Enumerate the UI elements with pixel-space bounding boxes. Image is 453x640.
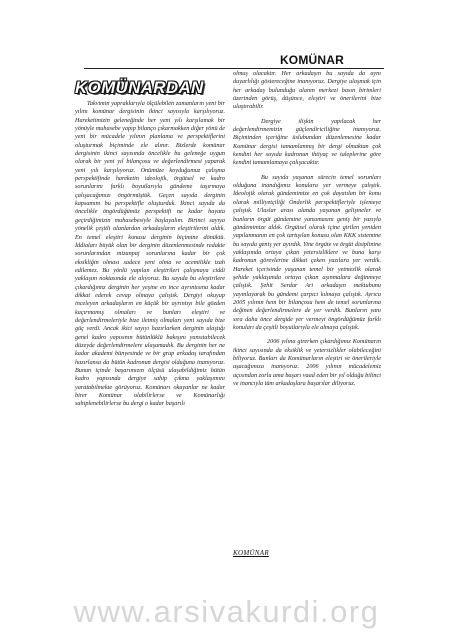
article-signature: KOMÜNAR bbox=[233, 549, 269, 557]
article-column-left bbox=[75, 100, 225, 415]
page-header-title: KOMÜNAR bbox=[279, 53, 344, 67]
article-masthead: KOMÜNARDAN bbox=[75, 78, 204, 97]
article-paragraph: Bu sayıda yaşanan sürecin temel sorunları olduğuna inandığımız konulara yer vermeye çalıştık. İdeolojik olarak gündemimize en çok dayatılan bir konu olarak milliyetçiliği Önderlik perspektifleriyle işlemeye çalıştık. Uluslar arası alanda yaşanan gelişmeler ve bunların örgüt gündemine yansımasını geniş bir yazıyla gündemimize aldık. Örgütsel olarak içine girilen yeniden yapılanmanın en çok tartışılan konusu olan KKK sistemine bu sayıda geniş yer ayırdık. Yine örgüte ve örgüt disiplinine yaklaşımda ortaya çıkan yetersizliklere ve buna karşı kadronun görevlerine dikkat çeken yazılara yer verdik. Hareket içerisinde yaşanan temel bir yetmezlik olarak şehide yaklaşımda ortaya çıkan aşınmalara değinmeye çalıştık. Şehit Serdar Ari arkadaşın mektubunu yayınlayarak bu gündemi çarpıcı kılmaya çalıştık. Ayrıca 2005 yılının hem bir bilançosu hem de temel sorunlarına değinen değerlendirmelere de yer verdik. Bunların yanı sıra daha önce dergide yer vermeyi öngördüğümüz farklı konuları da çeşitli boyutlarıyla ele almaya çalıştık. bbox=[233, 173, 381, 331]
article-column-right bbox=[233, 70, 381, 394]
article-paragraph: Dergiye ilişkin yapılacak her değerlendirmemizin güçlendiriciliğine inanıyoruz. Biçiminden içeriğine üslubundan düzenlemesine kadar Komünar dergisi tamamlanmış bir dergi olmaktan çok kendini her sayıda kadronun ihtiyaç ve taleplerine göre kendini tamamlamaya çalışacaktır. bbox=[233, 117, 381, 167]
article-paragraph: 2006 yılına girerken çıkardığımız Komünarın ikinci sayısında da eksiklik ve yetersizlikler olabileceğini biliyoruz. Bunları da Komünarların eleştiri ve önerileriyle aşacağımıza inanıyoruz. 2006 yılının mücadelemiz açısından zorlu ama başarı vaad eden bir yıl olduğu bilinci ve inancıyla tüm arkadaşlara başarılar diliyoruz. bbox=[233, 338, 381, 388]
watermark-text: www.arsivakurdi.org bbox=[73, 594, 380, 629]
page-header bbox=[84, 50, 384, 69]
article-paragraph: Takvimin yapraklarıyla ölçülebilen zamanların yeni bir yılını komünar dergisinin ikinci sayısıyla karşılıyoruz. Hareketimizin geleneğinde her yeni yılı karşılamak bir yönüyle muhasebe yapıp bilanço çıkarmakken diğer yönü de yeni bir mücadele yılının planlama ve perspektiflerini oluşturmak biçiminde ele alınır. Bizlerde komünar dergisinin ikinci sayısında öncelikle bu geleneğe uygun olarak bir yeni yıl bilançosu ve değerlendirmesi yaparak yeni yılı karşılıyoruz. Önümüze koyduğumuz çalışma perspektifinde hareketin ideolojik, örgütsel ve kadro sorunlarını farklı boyutlarıyla gündeme taşırmaya çalışacağımızı öngörmüştük. Geçen sayıda derginin kapsamını bu perspektifle oluşturduk. İkinci sayıda da öncelikle öngördüğümüz perspektifi ne kadar hayata geçirdiğimizin muhasebesiyle başlayalım. Birinci sayıya yönelik çeşitli alanlardan arkadaşların eleştirilerini aldık. En temel eleştiri konusu derginin biçimine dönüktü. İddiaları büyük olan bir derginin düzenlenmesinde redakte sorunlarından mizanpaj sorunlarına kadar bir çok eksikliğin olması sadece yeni olma ve acemilikle izah edilemez. Bu yönlü yapılan eleştirileri çalışmaya ciddi yaklaşım noktasında ele alıyoruz. Bu sayıda bu eleştirilere çıkardığımız derginin her yeşine en ince ayrıntısına kadar dikkat ederek cevap olmaya çalıştık. Dergiyi okuyup inceleyen arkadaşların en küçük bir ayrıntıyı bile gözden kaçırmamış olmaları ve bunları eleştiri ve değerlendirmeleriyle bize iletmiş olmaları yeni sayıda bize güç verdi. Ancak ikici sayıyı hazırlarken derginin ulaştığı genel kadro yapısının bütünlüklü bakışını yansıtabilecek düzeyde değerlendirmelere ulaşamadık. Bu derginin her ne kadar akademi bünyesinde ve bir grup arkadaş tarafından hazırlansa da bütün kadronun dergisi olduğuna inanıyoruz. Bunun içinde başarımızın ölçüsü ulaşabildiğimiz bütün kadro yapısında dergiye sahip çıkma yaklaşımını yaratabilmekte görüyoruz. Komünarı okuyanlar ne kadar birer Komünar olabilirlerse ve Komünarlığı sahiplenebilirlerse bu dergi o kadar başarılı bbox=[75, 100, 225, 408]
article-paragraph: olmuş olacaktır. Her arkadaşın bu sayıda da aynı duyarlılığı göstereceğine inanıyoruz. Dergiye ulaşmak için her arkadaş bulunduğu alanın merkezi basın birimleri üzerinden görüş, düşünce, eleştiri ve önerilerini bize ulaştırabilir. bbox=[233, 70, 381, 111]
